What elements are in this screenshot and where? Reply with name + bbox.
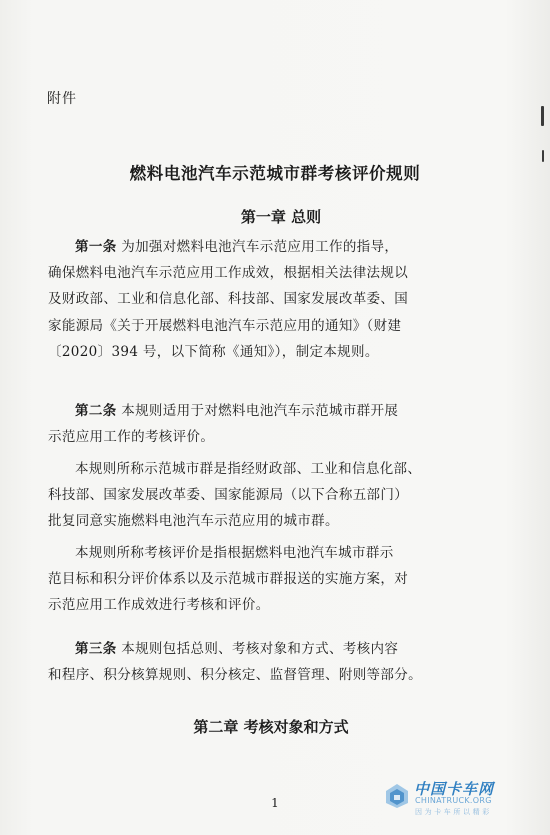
article-3-paragraph — [48, 636, 468, 688]
line-text: 为加强对燃料电池汽车示范应用工作的指导， — [121, 239, 399, 255]
paragraph-line: 科技部、国家发展改革委、国家能源局（以下合称五部门） — [48, 487, 409, 504]
watermark-english: CHINATRUCK.ORG — [415, 796, 492, 805]
article-label: 第三条 — [75, 641, 117, 657]
paragraph-line: 确保燃料电池汽车示范应用工作成效，根据相关法律法规以 — [48, 265, 409, 282]
truck-logo-icon — [382, 781, 412, 809]
scan-edge-mark — [541, 106, 544, 126]
line-text: 本规则包括总则、考核对象和方式、考核内容 — [121, 641, 399, 657]
watermark-chinese: 中国卡车网 — [414, 780, 495, 798]
paragraph-line: 范目标和积分评价体系以及示范城市群报送的实施方案，对 — [48, 571, 409, 588]
document-title: 燃料电池汽车示范城市群考核评价规则 — [129, 164, 421, 183]
article-1-paragraph — [48, 234, 468, 365]
paragraph-line — [48, 234, 468, 260]
paragraph-line: 家能源局《关于开展燃料电池汽车示范应用的通知》（财建 — [48, 317, 402, 334]
chapter-2-heading: 第二章 考核对象和方式 — [193, 718, 349, 736]
paragraph-line: 及财政部、工业和信息化部、科技部、国家发展改革委、国 — [48, 291, 409, 308]
evaluation-definition-paragraph — [48, 540, 468, 619]
paragraph-line: 本规则所称考核评价是指根据燃料电池汽车城市群示 — [75, 545, 394, 561]
article-label: 第二条 — [75, 403, 117, 419]
paragraph-line: 示范应用工作成效进行考核和评价。 — [48, 597, 270, 614]
paragraph-line: 批复同意实施燃料电池汽车示范应用的城市群。 — [48, 513, 339, 530]
article-2-paragraph — [48, 398, 468, 450]
paragraph-line — [48, 636, 468, 662]
paragraph-line — [48, 398, 468, 424]
paragraph-line: 和程序、积分核算规则、积分核定、监督管理、附则等部分。 — [48, 667, 422, 684]
article-label: 第一条 — [75, 239, 117, 255]
watermark-slogan: 因为卡车所以精彩 — [415, 808, 492, 816]
paragraph-line: 本规则所称示范城市群是指经财政部、工业和信息化部、 — [75, 461, 422, 477]
cities-definition-paragraph — [48, 456, 468, 535]
paragraph-line: 〔2020〕394 号，以下简称《通知》），制定本规则。 — [48, 343, 379, 360]
chapter-1-heading: 第一章 总则 — [240, 208, 322, 226]
attachment-label: 附件 — [47, 91, 77, 107]
site-watermark — [382, 777, 522, 821]
paragraph-line: 示范应用工作的考核评价。 — [48, 429, 215, 446]
page-number: 1 — [271, 796, 279, 810]
line-text: 本规则适用于对燃料电池汽车示范城市群开展 — [121, 403, 399, 419]
